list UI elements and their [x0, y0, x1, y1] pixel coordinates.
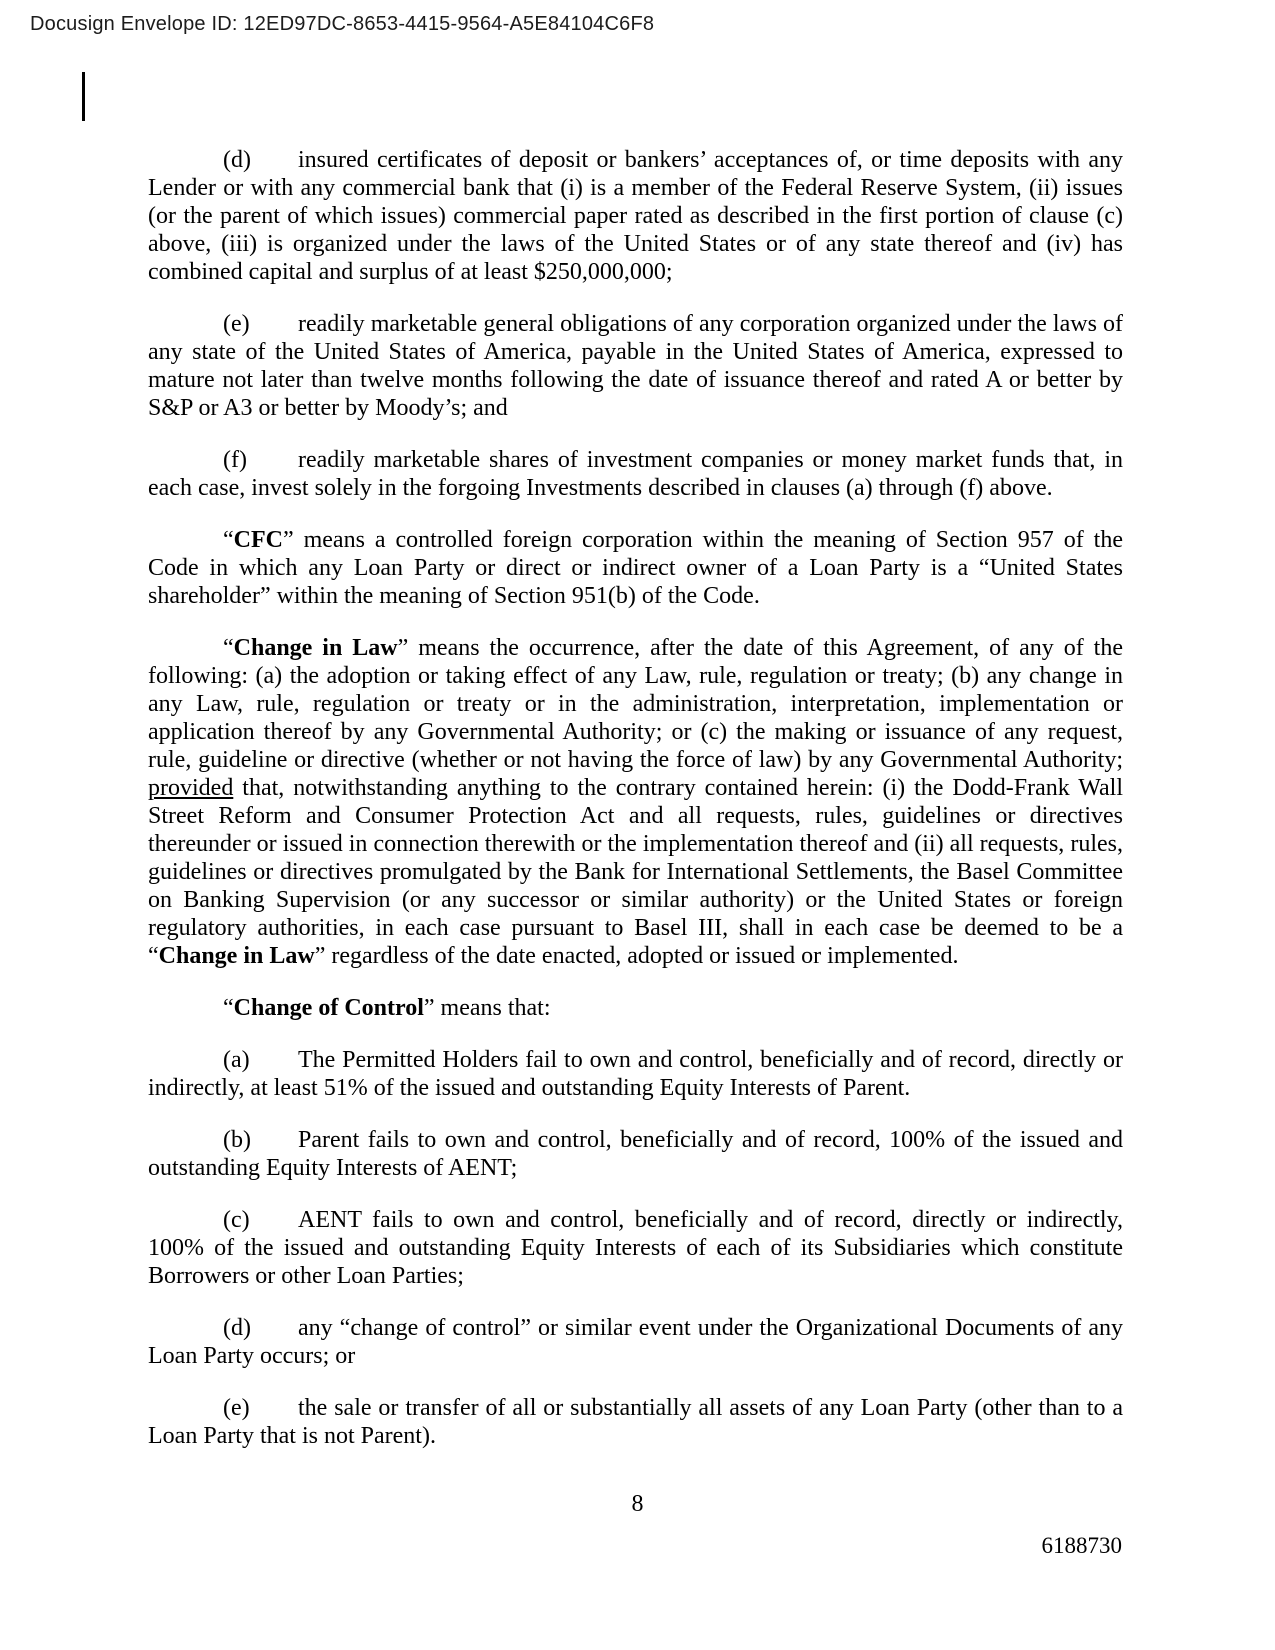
- clause-label: (e): [223, 311, 250, 337]
- text-segment: readily marketable shares of investment companies or money market funds that, in each case, invest solely in the forgoing Investments described in clauses (a) through (f) above.: [148, 447, 1123, 501]
- docusign-envelope-id: Docusign Envelope ID: 12ED97DC-8653-4415-9564-A5E84104C6F8: [30, 13, 655, 35]
- text-segment: any “change of control” or similar event under the Organizational Documents of any Loan Party occurs; or: [148, 1315, 1123, 1369]
- text-segment: ” means the occurrence, after the date of this Agreement, of any of the following: (a) the adoption or taking effect of any Law, rule, regulation or treaty; (b) any change in any Law, rule, regulation or treaty or in the administration, interpretation, implementation or application thereof by any Governmental Authority; or (c) the making or issuance of any request, rule, guideline or directive (whether or not having the force of law) by any Governmental Authority;: [148, 635, 1123, 773]
- coc-clause-a-permitted-holders: [148, 1046, 1123, 1102]
- clause-f-investment-companies: [148, 446, 1123, 502]
- text-segment: ” means that:: [423, 995, 551, 1021]
- clause-label: (f): [223, 447, 247, 473]
- clause-label: (d): [223, 1315, 251, 1341]
- clause-d-insured-certificates: [148, 146, 1123, 286]
- text-segment: Change in Law: [158, 943, 315, 969]
- text-segment: that, notwithstanding anything to the contrary contained herein: (i) the Dodd-Frank Wall Street Reform and Consumer Protection Act and all requests, rules, guidelines or directives thereunder or issued in connection therewith or the implementation thereof and (ii) all requests, rules, guidelines or directives promulgated by the Bank for International Settlements, the Basel Committee on Banking Supervision (or any successor or similar authority) or the United States or foreign regulatory authorities, in each case pursuant to Basel III, shall in each case be deemed to be a “: [148, 775, 1123, 969]
- text-segment: The Permitted Holders fail to own and control, beneficially and of record, directly or indirectly, at least 51% of the issued and outstanding Equity Interests of Parent.: [148, 1047, 1123, 1101]
- clause-label: (b): [223, 1127, 251, 1153]
- coc-clause-b-parent-aent: [148, 1126, 1123, 1182]
- text-segment: “: [223, 527, 234, 553]
- text-segment: Change in Law: [233, 635, 398, 661]
- clause-label: (c): [223, 1207, 250, 1233]
- text-segment: CFC: [233, 527, 283, 553]
- clause-e-marketable-obligations: [148, 310, 1123, 422]
- text-segment: insured certificates of deposit or bankers’ acceptances of, or time deposits with any Lender or with any commercial bank that (i) is a member of the Federal Reserve System, (ii) issues (or the parent of which issues) commercial paper rated as described in the first portion of clause (c) above, (iii) is organized under the laws of the United States or of any state thereof and (iv) has combined capital and surplus of at least $250,000,000;: [148, 147, 1123, 285]
- text-segment: AENT fails to own and control, beneficially and of record, directly or indirectly, 100% of the issued and outstanding Equity Interests of each of its Subsidiaries which constitute Borrowers or other Loan Parties;: [148, 1207, 1123, 1289]
- text-segment: “: [223, 635, 234, 661]
- text-segment: readily marketable general obligations of any corporation organized under the laws of any state of the United States of America, payable in the United States of America, expressed to mature not later than twelve months following the date of issuance thereof and rated A or better by S&P or A3 or better by Moody’s; and: [148, 311, 1123, 421]
- document-number: 6188730: [1041, 1533, 1122, 1558]
- text-segment: the sale or transfer of all or substantially all assets of any Loan Party (other than to a Loan Party that is not Parent).: [148, 1395, 1123, 1449]
- coc-clause-d-organizational-documents: [148, 1314, 1123, 1370]
- page-number: 8: [631, 1491, 644, 1517]
- text-segment: provided: [148, 775, 234, 801]
- clause-label: (d): [223, 147, 251, 173]
- definition-change-of-control-intro: [148, 994, 1123, 1022]
- document-body: [148, 146, 1123, 1450]
- text-segment: Change of Control: [233, 995, 424, 1021]
- text-segment: “: [223, 995, 234, 1021]
- text-segment: ” regardless of the date enacted, adopted or issued or implemented.: [314, 943, 959, 969]
- text-segment: ” means a controlled foreign corporation within the meaning of Section 957 of the Code in which any Loan Party or direct or indirect owner of a Loan Party is a “United States shareholder” within the meaning of Section 951(b) of the Code.: [148, 527, 1123, 609]
- text-segment: Parent fails to own and control, beneficially and of record, 100% of the issued and outstanding Equity Interests of AENT;: [148, 1127, 1123, 1181]
- definition-cfc: [148, 526, 1123, 610]
- change-bar-mark: [82, 72, 85, 121]
- definition-change-in-law: [148, 634, 1123, 970]
- clause-label: (a): [223, 1047, 250, 1073]
- coc-clause-e-sale-or-transfer: [148, 1394, 1123, 1450]
- clause-label: (e): [223, 1395, 250, 1421]
- coc-clause-c-aent-subsidiaries: [148, 1206, 1123, 1290]
